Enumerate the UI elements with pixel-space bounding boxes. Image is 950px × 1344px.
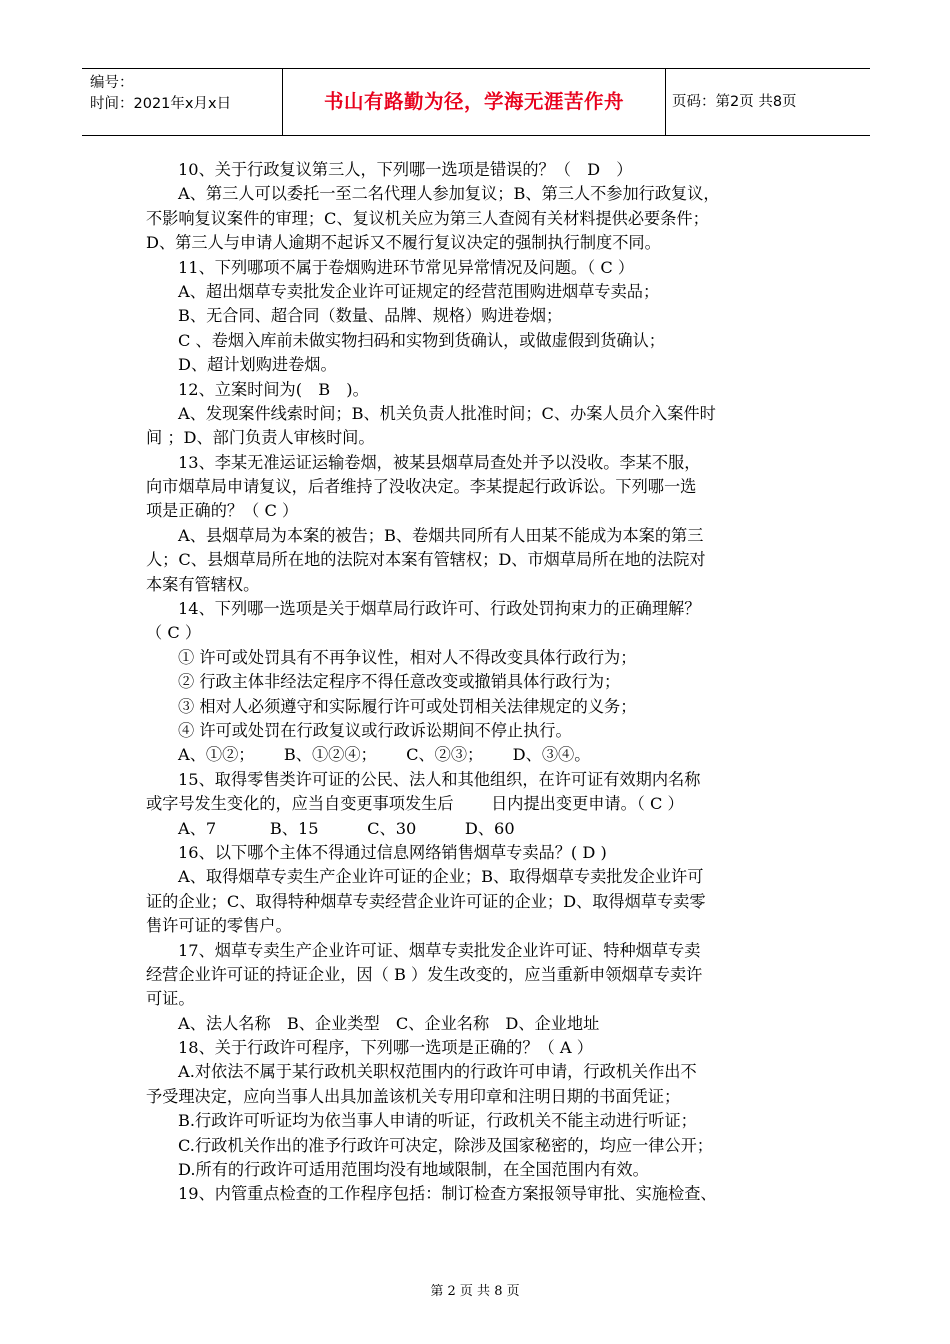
text-line: 11、下列哪项不属于卷烟购进环节常见异常情况及问题。（ C ） xyxy=(178,257,635,277)
text-line: 本案有管辖权。 xyxy=(146,574,260,594)
text-line: （ C ） xyxy=(146,623,202,643)
text-line: C.行政机关作出的准予行政许可决定，除涉及国家秘密的，均应一律公开； xyxy=(178,1135,713,1155)
text-line: 15、取得零售类许可证的公民、法人和其他组织，在许可证有效期内名称 xyxy=(178,769,701,789)
document-number: 编号： xyxy=(90,75,134,91)
text-line: D、第三人与申请人逾期不起诉又不履行复议决定的强制执行制度不同。 xyxy=(146,233,661,253)
header-motto: 书山有路勤为径，学海无涯苦作舟 xyxy=(283,69,666,135)
text-line: 予受理决定，应向当事人出具加盖该机关专用印章和注明日期的书面凭证； xyxy=(146,1086,681,1106)
text-line: B.行政许可听证均为依当事人申请的听证，行政机关不能主动进行听证； xyxy=(178,1111,697,1131)
page-header xyxy=(82,68,870,136)
text-line: 证的企业；C、取得特种烟草专卖经营企业许可证的企业；D、取得烟草专卖零 xyxy=(146,891,706,911)
text-line: 10、关于行政复议第三人，下列哪一选项是错误的？（ D ） xyxy=(178,160,633,179)
text-line: 售许可证的零售户。 xyxy=(146,916,292,936)
text-line: 13、李某无准运证运输卷烟，被某县烟草局查处并予以没收。李某不服， xyxy=(178,452,701,472)
text-line: ③ 相对人必须遵守和实际履行许可或处罚相关法律规定的义务； xyxy=(178,696,637,716)
document-body xyxy=(146,158,806,1207)
text-line: 人；C、县烟草局所在地的法院对本案有管辖权；D、市烟草局所在地的法院对 xyxy=(146,550,706,570)
text-line: A、发现案件线索时间；B、机关负责人批准时间；C、办案人员介入案件时 xyxy=(178,403,716,423)
header-page-number: 页码：第2页 共8页 xyxy=(672,94,797,110)
text-line: A、①②； B、①②④； C、②③； D、③④。 xyxy=(178,745,591,765)
text-line: D、超计划购进卷烟。 xyxy=(178,355,337,375)
text-line: B、无合同、超合同（数量、品牌、规格）购进卷烟； xyxy=(178,306,563,326)
text-line: 或字号发生变化的，应当自变更事项发生后 日内提出变更申请。（ C ） xyxy=(146,794,684,814)
text-line: ① 许可或处罚具有不再争议性，相对人不得改变具体行政行为； xyxy=(178,647,637,667)
text-line: 不影响复议案件的审理；C、复议机关应为第三人查阅有关材料提供必要条件； xyxy=(146,208,709,228)
document-date: 时间：2021年x月x日 xyxy=(90,96,232,112)
text-line: 19、内管重点检查的工作程序包括：制订检查方案报领导审批、实施检查、 xyxy=(178,1184,717,1204)
text-line: A、超出烟草专卖批发企业许可证规定的经营范围购进烟草专卖品； xyxy=(178,281,660,301)
text-line: A、法人名称 B、企业类型 C、企业名称 D、企业地址 xyxy=(178,1013,600,1033)
text-line: 可证。 xyxy=(146,989,195,1009)
text-line: ④ 许可或处罚在行政复议或行政诉讼期间不停止执行。 xyxy=(178,720,572,740)
text-line: 14、下列哪一选项是关于烟草局行政许可、行政处罚拘束力的正确理解？ xyxy=(178,599,701,619)
text-line: 16、以下哪个主体不得通过信息网络销售烟草专卖品？( D ) xyxy=(178,842,607,862)
page-footer: 第 2 页 共 8 页 xyxy=(430,1284,520,1299)
text-line: 17、烟草专卖生产企业许可证、烟草专卖批发企业许可证、特种烟草专卖 xyxy=(178,940,701,960)
text-line: A.对依法不属于某行政机关职权范围内的行政许可申请，行政机关作出不 xyxy=(178,1062,697,1082)
text-line: 12、立案时间为( B )。 xyxy=(178,379,369,399)
text-line: C 、卷烟入库前未做实物扫码和实物到货确认，或做虚假到货确认； xyxy=(178,330,665,350)
text-line: 经营企业许可证的持证企业，因（ B ）发生改变的，应当重新申领烟草专卖许 xyxy=(146,964,703,984)
text-line: 项是正确的？（ C ） xyxy=(146,501,299,521)
text-line: A、县烟草局为本案的被告；B、卷烟共同所有人田某不能成为本案的第三 xyxy=(178,525,704,545)
text-line: 向市烟草局申请复议，后者维持了没收决定。李某提起行政诉讼。下列哪一选 xyxy=(146,477,697,497)
text-line: D.所有的行政许可适用范围均没有地域限制，在全国范围内有效。 xyxy=(178,1160,649,1180)
text-line: A、第三人可以委托一至二名代理人参加复议；B、第三人不参加行政复议， xyxy=(178,184,720,204)
text-line: 间 ；D、部门负责人审核时间。 xyxy=(146,428,375,448)
text-line: A、7 B、15 C、30 D、60 xyxy=(178,818,515,838)
text-line: 18、关于行政许可程序，下列哪一选项是正确的？（ A ） xyxy=(178,1038,593,1058)
text-line: A、取得烟草专卖生产企业许可证的企业；B、取得烟草专卖批发企业许可 xyxy=(178,867,704,887)
header-info-cell xyxy=(82,69,283,135)
text-line: ② 行政主体非经法定程序不得任意改变或撤销具体行政行为； xyxy=(178,672,621,692)
